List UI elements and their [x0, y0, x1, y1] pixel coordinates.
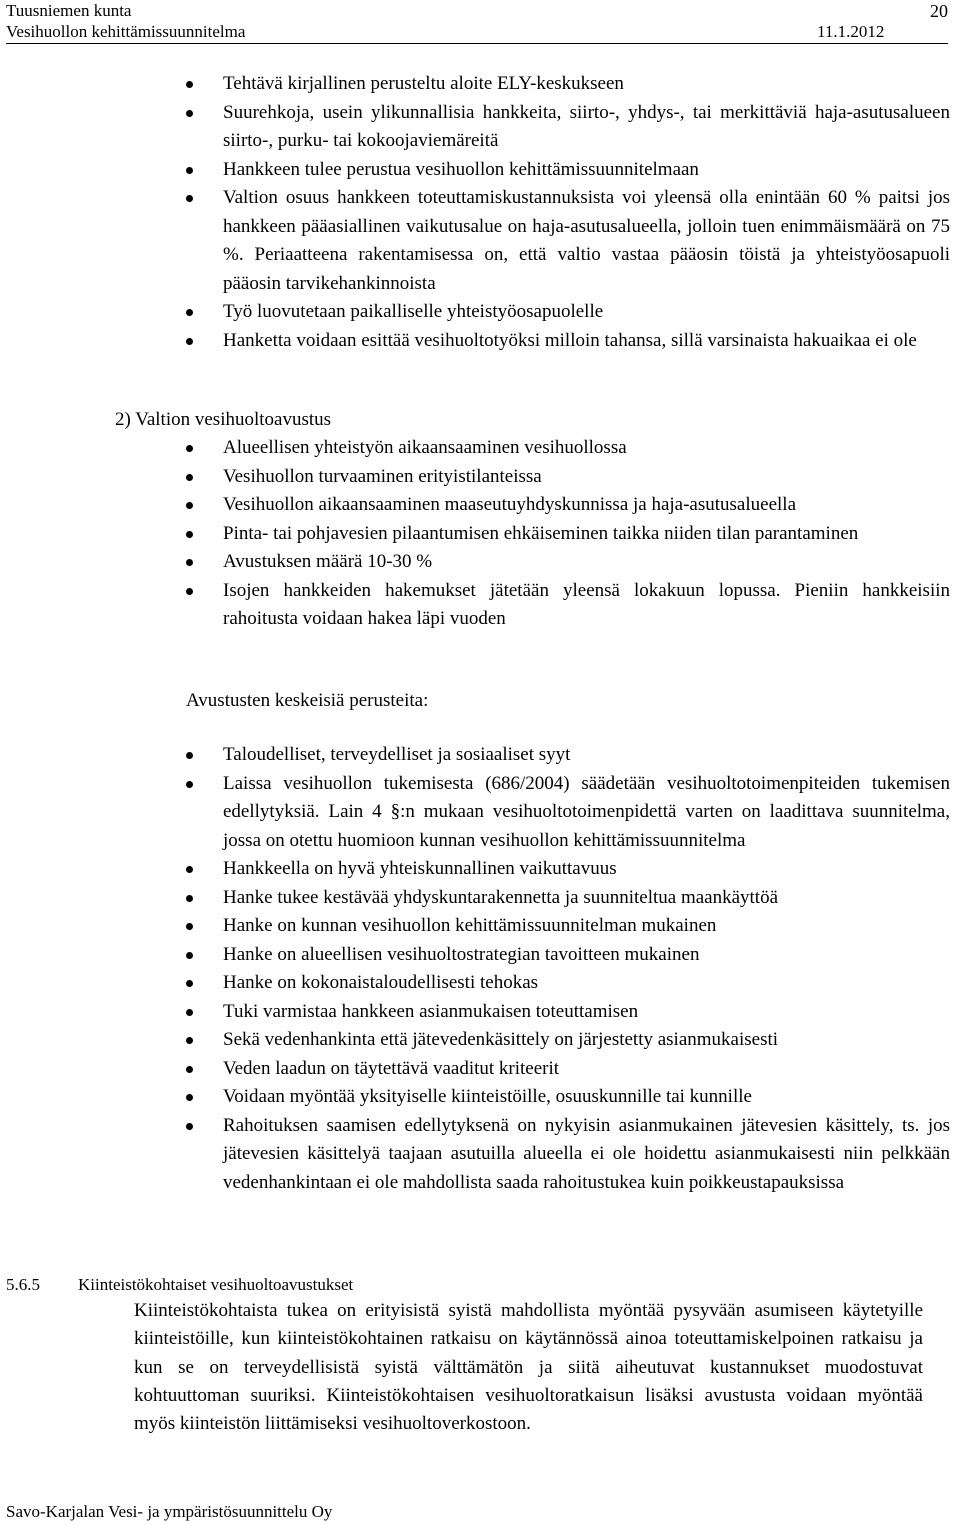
list-item: Avustuksen määrä 10-30 %: [186, 548, 950, 577]
list-item: Hanke tukee kestävää yhdyskuntarakennetta ja suunniteltua maankäyttöä: [186, 884, 950, 913]
list-item: Vesihuollon turvaaminen erityistilanteissa: [186, 463, 950, 492]
state-aid-list: [186, 434, 950, 634]
list-item: Suurehkoja, usein ylikunnallisia hankkeita, siirto-, yhdys-, tai merkittäviä haja-asutusalueen siirto-, purku- tai kokoojaviemäreitä: [186, 99, 950, 156]
list-item: Valtion osuus hankkeen toteuttamiskustannuksista voi yleensä olla enintään 60 % paitsi jos hankkeen pääasiallinen vaikutusalue on haja-asutusalueella, jolloin tuen enimmäismäärä on 75 %. Periaatteena rakentamisessa on, että valtio vastaa pääosin töistä ja yhteistyöosapuoli pääosin tarvikehankinnoista: [186, 184, 950, 298]
page-footer: Savo-Karjalan Vesi- ja ympäristösuunnittelu Oy: [6, 1502, 333, 1521]
aid-conditions-list: [186, 70, 950, 355]
header-date: 11.1.2012: [817, 22, 885, 41]
list-item: Työ luovutetaan paikalliselle yhteistyöosapuolelle: [186, 298, 950, 327]
list-item: Hanke on kunnan vesihuollon kehittämissuunnitelman mukainen: [186, 912, 950, 941]
section-heading-state-aid: 2) Valtion vesihuoltoavustus: [115, 409, 332, 430]
list-item: Hanke on alueellisen vesihuoltostrategian tavoitteen mukainen: [186, 941, 950, 970]
list-item: Vesihuollon aikaansaaminen maaseutuyhdyskunnissa ja haja-asutusalueella: [186, 491, 950, 520]
list-item: Laissa vesihuollon tukemisesta (686/2004) säädetään vesihuoltotoimenpiteiden tukemisen edellytyksiä. Lain 4 §:n mukaan vesihuoltotoimenpidettä varten on laadittava suunnitelma, jossa on otettu huomioon kunnan vesihuollon kehittämissuunnitelma: [186, 770, 950, 856]
list-item: Hanketta voidaan esittää vesihuoltotyöksi milloin tahansa, sillä varsinaista hakuaikaa ei ole: [186, 327, 950, 356]
list-item: Veden laadun on täytettävä vaaditut kriteerit: [186, 1055, 950, 1084]
list-item: Tehtävä kirjallinen perusteltu aloite ELY-keskukseen: [186, 70, 950, 99]
list-item: Alueellisen yhteistyön aikaansaaminen vesihuollossa: [186, 434, 950, 463]
list-item: Voidaan myöntää yksityiselle kiinteistöille, osuuskunnille tai kunnille: [186, 1083, 950, 1112]
list-item: Hankkeen tulee perustua vesihuollon kehittämissuunnitelmaan: [186, 156, 950, 185]
municipality-name: Tuusniemen kunta: [6, 1, 132, 20]
list-item: Hankkeella on hyvä yhteiskunnallinen vaikuttavuus: [186, 855, 950, 884]
list-item: Taloudelliset, terveydelliset ja sosiaaliset syyt: [186, 741, 950, 770]
section-heading-565: [6, 1274, 353, 1296]
document-title: Vesihuollon kehittämissuunnitelma: [6, 22, 246, 41]
section-number: 5.6.5: [6, 1275, 40, 1294]
header-divider: [6, 43, 948, 44]
list-item: Pinta- tai pohjavesien pilaantumisen ehkäiseminen taikka niiden tilan parantaminen: [186, 520, 950, 549]
page-number: 20: [930, 1, 948, 21]
page-header: [6, 0, 245, 42]
criteria-list: [186, 741, 950, 1197]
list-item: Isojen hankkeiden hakemukset jätetään yleensä lokakuun lopussa. Pieniin hankkeisiin rahoitusta voidaan hakea läpi vuoden: [186, 577, 950, 634]
list-item: Rahoituksen saamisen edellytyksenä on nykyisin asianmukainen jätevesien käsittely, ts. jos jätevesien käsittelyä taajaan asutuilla alueella ei ole hoidettu asianmukaisesti niin pelkkään vedenhankintaan ei ole mahdollista saada rahoitustukea kuin poikkeustapauksissa: [186, 1112, 950, 1198]
section-paragraph: Kiinteistökohtaista tukea on erityisistä syistä mahdollista myöntää pysyvään asumiseen käytetyille kiinteistöille, kun kiinteistökohtainen ratkaisu on käytännössä ainoa toteuttamiskelpoinen ratkaisu ja kun se on terveydellisistä syistä välttämätön ja siitä aiheutuvat kustannukset muodostuvat kohtuuttoman suuriksi. Kiinteistökohtaisen vesihuoltoratkaisun lisäksi avustusta voidaan myöntää myös kiinteistön liittämiseksi vesihuoltoverkostoon.: [134, 1300, 923, 1435]
list-item: Hanke on kokonaistaloudellisesti tehokas: [186, 969, 950, 998]
list-item: Tuki varmistaa hankkeen asianmukaisen toteuttamisen: [186, 998, 950, 1027]
section-title: Kiinteistökohtaiset vesihuoltoavustukset: [78, 1275, 354, 1294]
list-item: Sekä vedenhankinta että jätevedenkäsittely on järjestetty asianmukaisesti: [186, 1026, 950, 1055]
criteria-intro: Avustusten keskeisiä perusteita:: [186, 690, 429, 711]
